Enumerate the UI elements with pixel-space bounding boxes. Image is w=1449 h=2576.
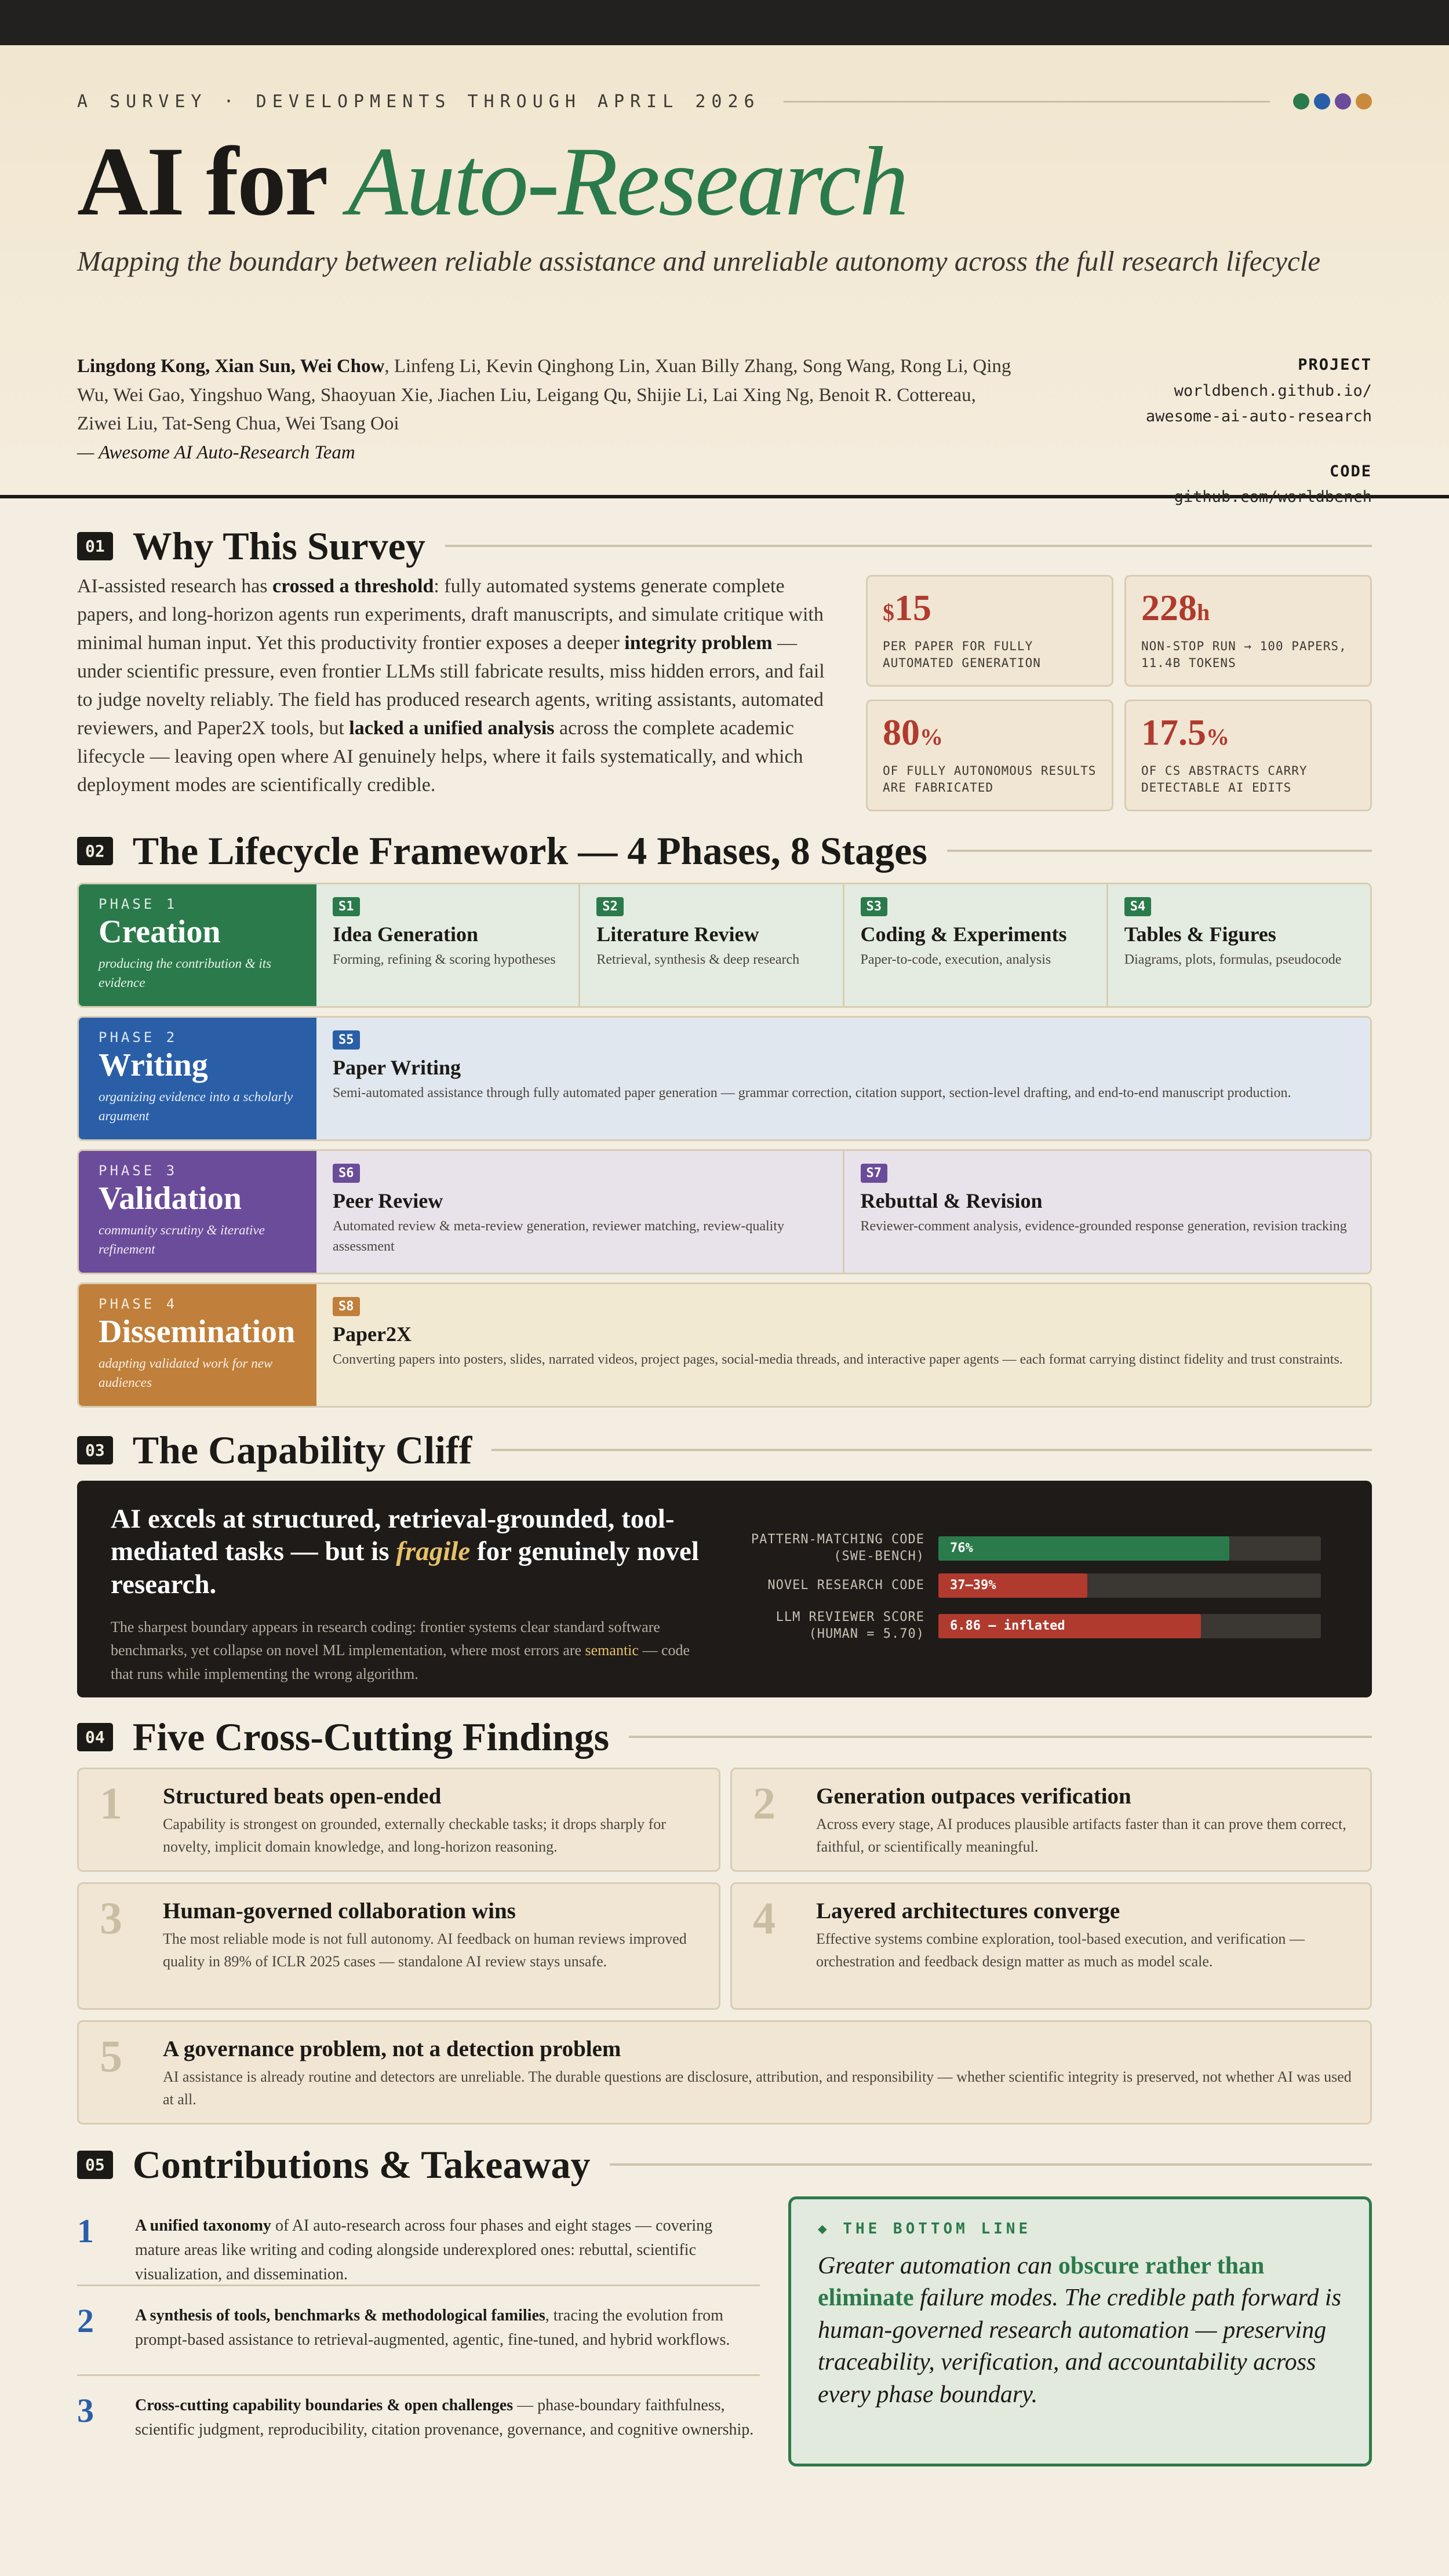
cliff-headline: AI excels at structured, retrieval-grounded, tool-mediated tasks — but is fragile for genuinely novel research.	[111, 1504, 699, 1599]
stage-title: Coding & Experiments	[860, 923, 1067, 946]
contribution-number: 2	[77, 2302, 94, 2340]
phase-stages	[316, 1018, 1370, 1139]
lead-authors: Lingdong Kong, Xian Sun, Wei Chow	[77, 356, 385, 377]
finding-card-5	[77, 2020, 1372, 2125]
stat-card-fabricated	[866, 699, 1113, 811]
survey-kicker: A SURVEY · DEVELOPMENTS THROUGH APRIL 2026	[77, 91, 760, 112]
stat-value: 228h	[1141, 587, 1210, 628]
stat-card-runtime	[1124, 575, 1372, 687]
project-label: PROJECT	[1298, 356, 1372, 374]
section-title: Contributions & Takeaway	[132, 2142, 591, 2187]
title-plain: AI for	[77, 127, 348, 236]
bottom-line-kicker: ◆ THE BOTTOM LINE	[818, 2220, 1032, 2238]
bar-pattern-matching	[741, 1532, 1338, 1565]
dot-purple	[1335, 93, 1351, 110]
section-title: The Lifecycle Framework — 4 Phases, 8 Stages	[132, 828, 927, 873]
bar-value: 37–39%	[950, 1578, 996, 1593]
finding-number: 4	[753, 1893, 776, 1943]
section-contributions-header	[77, 2141, 1372, 2188]
phase-label	[79, 884, 316, 1006]
stage-title: Literature Review	[596, 923, 759, 946]
stage-badge: S3	[861, 897, 888, 916]
phase-creation-row	[77, 883, 1372, 1008]
section-rule	[629, 1736, 1372, 1738]
title-accent: Auto-Research	[347, 127, 907, 236]
stat-value: 80%	[883, 712, 943, 753]
stage-coding-experiments	[843, 884, 1106, 1006]
stage-desc: Semi-automated assistance through fully automated paper generation — grammar correction, citation support, section-level drafting, and end-to-end manuscript production.	[333, 1085, 1291, 1101]
contribution-item-1	[77, 2196, 760, 2286]
code-label: CODE	[1329, 462, 1372, 480]
finding-card-4	[730, 1882, 1372, 2010]
stage-badge: S1	[333, 897, 360, 916]
dot-blue	[1314, 93, 1330, 110]
code-link[interactable]: github.com/worldbench	[1174, 488, 1372, 507]
color-dots	[1293, 93, 1372, 110]
dot-orange	[1356, 93, 1372, 110]
finding-desc: Across every stage, AI produces plausible artifacts faster than it can prove them correct, faithful, or scientifically meaningful.	[816, 1816, 1346, 1855]
finding-desc: Capability is strongest on grounded, externally checkable tasks; it drops sharply for novelty, implicit domain knowledge, and long-horizon reasoning.	[163, 1816, 666, 1855]
bar-label: PATTERN-MATCHING CODE (SWE-BENCH)	[751, 1532, 924, 1564]
section-why-header	[77, 523, 1372, 569]
phase-validation-row	[77, 1149, 1372, 1274]
stage-badge: S2	[596, 897, 624, 916]
section-title: The Capability Cliff	[132, 1427, 472, 1472]
stat-card-cost	[866, 575, 1113, 687]
section-rule	[947, 850, 1372, 852]
phase-label	[79, 1018, 316, 1139]
section-number: 03	[77, 1436, 113, 1464]
bottom-line-text: Greater automation can obscure rather than eliminate failure modes. The credible path forward is human-governed research automation — preserving traceability, verification, and accountability across every phase boundary.	[818, 2253, 1341, 2408]
contribution-number: 1	[77, 2212, 94, 2250]
phase-label	[79, 1284, 316, 1406]
poster-header	[0, 45, 1449, 507]
stage-desc: Automated review & meta-review generation, reviewer matching, review-quality assessment	[333, 1219, 785, 1254]
finding-card-2	[730, 1768, 1372, 1872]
kicker-row	[77, 87, 1372, 116]
finding-number: 2	[753, 1778, 776, 1828]
phase-dissemination-row	[77, 1282, 1372, 1408]
stat-value: $15	[883, 587, 931, 628]
contribution-text: Cross-cutting capability boundaries & open challenges — phase-boundary faithfulness, scientific judgment, reproducibility, citation provenance, governance, and cognitive ownership.	[135, 2396, 754, 2439]
stage-paper-writing	[316, 1018, 1370, 1139]
stage-badge: S8	[333, 1297, 360, 1316]
stage-badge: S4	[1124, 897, 1152, 916]
section-rule	[610, 2163, 1372, 2166]
kicker-rule	[784, 101, 1270, 103]
phase-number: PHASE 1	[99, 896, 178, 912]
stat-caption: OF FULLY AUTONOMOUS RESULTS ARE FABRICATED	[883, 764, 1097, 795]
bottom-line-callout	[788, 2196, 1372, 2466]
contribution-number: 3	[77, 2392, 94, 2429]
stage-literature-review	[578, 884, 842, 1006]
phase-stages	[316, 1284, 1370, 1406]
stat-caption: OF CS ABSTRACTS CARRY DETECTABLE AI EDITS	[1141, 764, 1308, 795]
stage-desc: Converting papers into posters, slides, narrated videos, project pages, social-media threads, and interactive paper agents — each format carrying distinct fidelity and trust constraints.	[333, 1352, 1343, 1367]
phase-number: PHASE 2	[99, 1029, 178, 1045]
project-link-line1[interactable]: worldbench.github.io/	[1174, 381, 1372, 400]
finding-number: 3	[100, 1893, 122, 1943]
stage-idea-generation	[316, 884, 578, 1006]
phase-label	[79, 1151, 316, 1273]
section-number: 01	[77, 532, 113, 560]
bar-track	[938, 1536, 1321, 1561]
finding-desc: Effective systems combine exploration, tool-based execution, and verification — orchestration and feedback design matter as much as model scale.	[816, 1930, 1305, 1970]
phase-desc: community scrutiny & iterative refinement	[99, 1222, 265, 1256]
bar-track	[938, 1614, 1321, 1638]
stage-desc: Paper-to-code, execution, analysis	[860, 952, 1051, 967]
other-authors: , Linfeng Li, Kevin Qinghong Lin, Xuan Billy Zhang, Song Wang, Rong Li, Qing Wu, Wei Gao, Yingshuo Wang, Shaoyuan Xie, Jiachen Liu, Leigang Qu, Shijie Li, Lai Xing Ng, Benoit R. Cottereau, Ziwei Liu, Tat-Seng Chua, Wei Tsang Ooi	[77, 356, 1011, 434]
bar-value: 76%	[950, 1540, 973, 1555]
section-number: 05	[77, 2151, 113, 2179]
phase-desc: adapting validated work for new audiences	[99, 1356, 273, 1390]
stage-badge: S7	[861, 1164, 888, 1183]
top-bar	[0, 0, 1449, 45]
phase-title: Creation	[99, 914, 221, 950]
capability-cliff-panel	[77, 1481, 1372, 1697]
stage-desc: Diagrams, plots, formulas, pseudocode	[1124, 952, 1342, 967]
phase-number: PHASE 4	[99, 1296, 178, 1312]
stage-tables-figures	[1106, 884, 1370, 1006]
stat-caption: PER PAPER FOR FULLY AUTOMATED GENERATION	[883, 639, 1041, 671]
contribution-text: A unified taxonomy of AI auto-research across four phases and eight stages — covering mature areas like writing and coding alongside underexplored ones: rebuttal, scientific visualization, and dissemination.	[135, 2217, 713, 2283]
page-title	[77, 127, 1372, 236]
finding-title: A governance problem, not a detection problem	[163, 2036, 621, 2061]
finding-number: 1	[100, 1778, 122, 1828]
stage-title: Paper Writing	[333, 1056, 461, 1079]
stat-card-ai-edits	[1124, 699, 1372, 811]
stage-peer-review	[316, 1151, 843, 1273]
stage-title: Peer Review	[333, 1189, 443, 1212]
contribution-text: A synthesis of tools, benchmarks & methodological families, tracing the evolution from prompt-based assistance to retrieval-augmented, agentic, fine-tuned, and hybrid workflows.	[135, 2307, 730, 2349]
section-title: Five Cross-Cutting Findings	[132, 1714, 610, 1759]
section-number: 02	[77, 837, 113, 865]
phase-title: Validation	[99, 1180, 242, 1216]
stat-caption: NON-STOP RUN → 100 PAPERS, 11.4B TOKENS	[1141, 639, 1347, 671]
finding-title: Layered architectures converge	[816, 1899, 1120, 1923]
stage-title: Rebuttal & Revision	[860, 1189, 1043, 1212]
author-list	[77, 352, 1016, 467]
phase-number: PHASE 3	[99, 1163, 178, 1179]
bar-label: NOVEL RESEARCH CODE	[767, 1577, 924, 1593]
stage-badge: S5	[333, 1030, 360, 1050]
finding-desc: AI assistance is already routine and detectors are unreliable. The durable questions are disclosure, attribution, and responsibility — whether scientific integrity is preserved, not whether AI was used at all.	[163, 2068, 1352, 2108]
team-name: — Awesome AI Auto-Research Team	[77, 442, 355, 463]
finding-card-3	[77, 1882, 720, 2010]
bar-track	[938, 1573, 1321, 1598]
stat-value: 17.5%	[1141, 712, 1229, 753]
stage-title: Tables & Figures	[1124, 923, 1276, 946]
section-findings-header	[77, 1714, 1372, 1760]
phase-desc: producing the contribution & its evidence	[99, 956, 272, 990]
section-cliff-header	[77, 1427, 1372, 1473]
phase-title: Writing	[99, 1047, 208, 1083]
finding-title: Generation outpaces verification	[816, 1784, 1131, 1809]
why-paragraph: AI-assisted research has crossed a threshold: fully automated systems generate complete papers, and long-horizon agents run experiments, draft manuscripts, and simulate critique with minimal human input. Yet this productivity frontier exposes a deeper integrity problem — under scientific pressure, even frontier LLMs still fabricate results, miss hidden errors, and fail to judge novelty reliably. The field has produced research agents, writing assistants, automated reviewers, and Paper2X tools, but lacked a unified analysis across the complete academic lifecycle — leaving open where AI genuinely helps, where it fails systematically, and which deployment modes are scientifically credible.	[77, 575, 825, 796]
project-links	[1146, 352, 1372, 511]
phase-stages	[316, 1151, 1370, 1273]
bar-value: 6.86 — inflated	[950, 1618, 1065, 1633]
finding-title: Structured beats open-ended	[163, 1784, 442, 1809]
cliff-body: The sharpest boundary appears in research coding: frontier systems clear standard software benchmarks, yet collapse on novel ML implementation, where most errors are semantic — code that runs while implementing the wrong algorithm.	[111, 1619, 690, 1682]
bar-reviewer-score	[741, 1609, 1338, 1642]
bar-novel-research	[741, 1573, 1338, 1598]
stage-title: Paper2X	[333, 1322, 412, 1346]
section-title: Why This Survey	[132, 523, 425, 568]
stage-title: Idea Generation	[333, 923, 478, 946]
phase-stages	[316, 884, 1370, 1006]
page-subtitle: Mapping the boundary between reliable assistance and unreliable autonomy across the full research lifecycle	[77, 245, 1321, 277]
contribution-item-2	[77, 2286, 760, 2376]
dot-green	[1293, 93, 1309, 110]
stage-desc: Forming, refining & scoring hypotheses	[333, 952, 556, 967]
finding-desc: The most reliable mode is not full autonomy. AI feedback on human reviews improved quality in 89% of ICLR 2025 cases — standalone AI review stays unsafe.	[163, 1930, 687, 1970]
bar-fill	[938, 1536, 1229, 1561]
section-number: 04	[77, 1723, 113, 1751]
finding-card-1	[77, 1768, 720, 1872]
stage-rebuttal-revision	[843, 1151, 1371, 1273]
phase-title: Dissemination	[99, 1314, 296, 1350]
stage-paper2x	[316, 1284, 1370, 1406]
finding-number: 5	[100, 2031, 122, 2081]
finding-title: Human-governed collaboration wins	[163, 1899, 516, 1923]
stage-desc: Reviewer-comment analysis, evidence-grounded response generation, revision tracking	[860, 1219, 1347, 1234]
section-rule	[492, 1449, 1372, 1451]
stage-desc: Retrieval, synthesis & deep research	[596, 952, 800, 967]
phase-desc: organizing evidence into a scholarly argument	[99, 1089, 293, 1123]
bar-label: LLM REVIEWER SCORE (HUMAN = 5.70)	[776, 1610, 924, 1641]
contribution-item-3	[77, 2376, 760, 2466]
section-rule	[445, 545, 1372, 547]
stage-badge: S6	[333, 1164, 360, 1183]
project-link-line2[interactable]: awesome-ai-auto-research	[1145, 407, 1372, 426]
section-lifecycle-header	[77, 828, 1372, 874]
phase-writing-row	[77, 1016, 1372, 1141]
